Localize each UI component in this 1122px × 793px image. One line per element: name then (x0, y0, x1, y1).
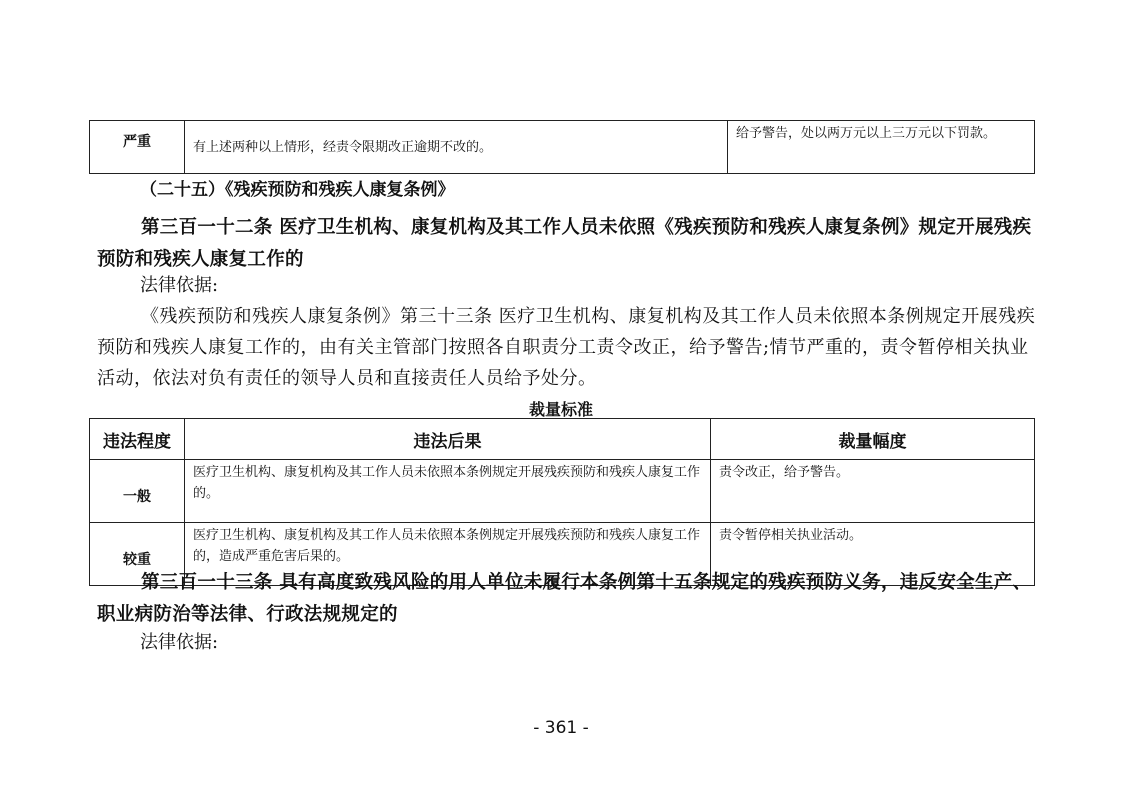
violation-level-cell: 严重 (90, 121, 185, 174)
discretion-standard-table (89, 418, 1035, 586)
top-penalty-table (89, 120, 1035, 174)
article-heading: 第三百一十二条 医疗卫生机构、康复机构及其工作人员未依照《残疾预防和残疾人康复条例》规定开展残疾预防和残疾人康复工作的 (97, 217, 1032, 270)
legal-basis-label: 法律依据: (140, 275, 219, 296)
header-penalty: 裁量幅度 (711, 419, 1035, 460)
consequence-cell: 医疗卫生机构、康复机构及其工作人员未依照本条例规定开展残疾预防和残疾人康复工作的。 (185, 460, 711, 523)
violation-level-cell: 一般 (90, 460, 185, 523)
consequence-cell: 有上述两种以上情形，经责令限期改正逾期不改的。 (185, 121, 728, 174)
penalty-cell: 责令改正，给予警告。 (711, 460, 1035, 523)
penalty-cell: 给予警告，处以两万元以上三万元以下罚款。 (728, 121, 1035, 174)
table-row (90, 121, 1035, 174)
header-violation-level: 违法程度 (90, 419, 185, 460)
penalty-cell: 责令暂停相关执业活动。 (711, 523, 1035, 586)
table-caption: 裁量标准 (528, 400, 593, 419)
article-heading: 第三百一十三条 具有高度致残风险的用人单位未履行本条例第十五条规定的残疾预防义务，违反安全生产、职业病防治等法律、行政法规规定的 (97, 572, 1032, 625)
table-header-row (90, 419, 1035, 460)
legal-basis-text: 《残疾预防和残疾人康复条例》第三十三条 医疗卫生机构、康复机构及其工作人员未依照本条例规定开展残疾预防和残疾人康复工作的，由有关主管部门按照各自职责分工责令改正，给予警告;情节严重的，责令暂停相关执业活动，依法对负有责任的领导人员和直接责任人员给予处分。 (97, 306, 1036, 389)
header-consequence: 违法后果 (185, 419, 711, 460)
table-row (90, 460, 1035, 523)
consequence-cell: 医疗卫生机构、康复机构及其工作人员未依照本条例规定开展残疾预防和残疾人康复工作的，造成严重危害后果的。 (185, 523, 711, 586)
violation-level-cell: 较重 (90, 523, 185, 586)
page-number: - 361 - (533, 718, 589, 738)
legal-basis-label: 法律依据: (140, 632, 219, 653)
section-title: （二十五）《残疾预防和残疾人康复条例》 (140, 180, 455, 200)
